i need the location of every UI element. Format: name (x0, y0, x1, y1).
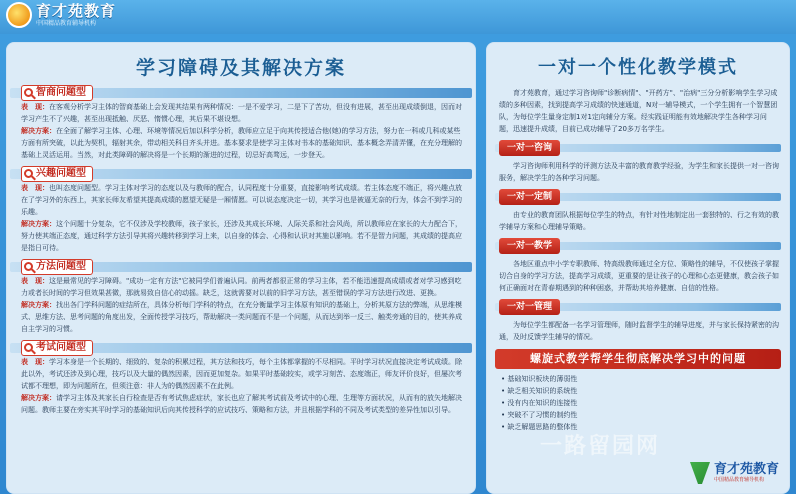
paragraph-label: 解决方案： (21, 220, 56, 228)
brand-logo[interactable] (6, 2, 116, 28)
paragraph-label: 解决方案： (21, 394, 56, 402)
top-banner (0, 0, 796, 34)
magnifier-icon (24, 262, 33, 271)
learning-obstacles-panel (6, 42, 476, 494)
magnifier-icon (24, 169, 33, 178)
brand-subtitle: 中国精品教育辅导机构 (36, 19, 97, 27)
section-tag: 一对一管理 (499, 299, 560, 315)
section-interest (7, 166, 475, 254)
section-tag-label: 智商问题型 (36, 87, 86, 98)
watermark: 一路留园网 (540, 434, 661, 459)
paragraph-label: 表 现： (21, 277, 49, 285)
section-tag (21, 340, 93, 356)
section-header (7, 85, 475, 101)
section-header (7, 166, 475, 182)
section-tag: 一对一教学 (499, 238, 560, 254)
section-paragraph (7, 392, 475, 416)
section-paragraph (7, 125, 475, 161)
paragraph-text: 请学习主体及其家长自行检查是否有考试焦虑症状，家长也应了解其考试前及考试中的心理、生理等方面状况，从而有的放矢地解决问题。教师主要在旁实其平时学习的基础知识后向其传授科学的应试技巧、策略和方法，并且根据学科的不同及考试类型的差异性加以引导。 (21, 394, 462, 414)
section-tag: 一对一定制 (499, 189, 560, 205)
section-method (7, 259, 475, 335)
magnifier-icon (24, 88, 33, 97)
section-header (7, 340, 475, 356)
paragraph-label: 表 现： (21, 103, 49, 111)
section-paragraph: 各地区重点中小学专职教师、特高级教师通过全方位、策略性的辅导，不仅使孩子掌握切合自身的学习方法，提高学习成绩，更重要的是让孩子的心理和心态更健康，教会孩子如何正确面对在青春期遇到的种种困惑，并帮助其培养健康、自信的性格。 (499, 260, 779, 292)
section-tag (21, 85, 93, 101)
magnifier-icon (24, 343, 33, 352)
logo-icon (6, 2, 32, 28)
paragraph-text: 这是最常见的学习障碍。"成功一定有方法"它被同学们普遍认同。前两者都很正常的学习主体，若不能迅速提高成绩或者对学习感到吃力或者长时间的学习但效果甚微，那就易致自信心的动摇。缺乏，这就需要对以前的旧学习方法，甚至错误的学习方法进行改进、更换。 (21, 277, 462, 297)
list-item: • 突破不了习惯的制约性 (501, 411, 578, 419)
problem-list (487, 373, 789, 433)
corner-logo-name: 育才苑教育 (714, 462, 780, 477)
paragraph-text: 在全面了解学习主体、心理、环境等情况后加以科学分析，教师应立足于向其传授适合他(她)的学习方法，努力在一科或几科或某些方面有所突破，以此为契机，辐射其余，带动相关科目齐头并进。基本要求是使学习主体对书本的基础知识、基本概念弄清弄懂，在充分理解的基础上灵活运用。当然，对此类障碍的解决将是一个长期的渐进的过程，切忌好高骛远，一步登天。 (21, 127, 462, 159)
section-paragraph (7, 218, 475, 254)
section-paragraph: 为每位学生都配备一名学习管理师，随时监督学生的辅导进度，并与家长保持紧密的沟通，及时反馈学生辅导的情况。 (499, 321, 779, 341)
paragraph-text: 学习本身是一个长期的、细致的、复杂的积累过程，其方法和技巧，每个主体都掌握的不尽相同。平时学习状况直接决定考试成绩。除此以外，考试还涉及到心理，技巧以及大量的偶然因素，因而更加复杂。如果平时基础较实，或学习刻苦、态度端正，师友评价良好，但屡次考试都不理想，即为问题所在，但须注意：非人为的偶然因素不在此例。 (21, 358, 462, 390)
paragraph-text: 在客观分析学习主体的智商基础上会发现其结果有两种情况：一是不爱学习，二是下了苦功，但没有进展，甚至出现成绩倒退，因而对学习产生不了兴趣，甚至出现抵触、厌恶、惰惯心理，其后果不堪设想。 (21, 103, 462, 123)
section-paragraph (7, 182, 475, 218)
section-tag (21, 166, 93, 182)
section-paragraph: 学习咨询师利用科学的评测方法及丰富的教育教学经验，为学生和家长提供一对一咨询服务，解决学生的各种学习问题。 (499, 162, 779, 182)
paragraph-label: 表 现： (21, 358, 49, 366)
section-header (487, 238, 789, 254)
section-header (487, 140, 789, 156)
left-panel-title: 学习障碍及其解决方案 (135, 57, 346, 79)
section-tag-label: 方法问题型 (36, 261, 86, 272)
list-item: • 没有内在知识的连接性 (501, 399, 578, 407)
paragraph-label: 解决方案： (21, 127, 56, 135)
corner-logo[interactable] (690, 456, 790, 490)
paragraph-text: 这个问题十分复杂，它不仅涉及学校教师，孩子家长，还涉及其成长环境、人际关系和社会风尚，所以教师应在家长的大力配合下，努力使其端正态度，通过科学方法引导其将兴趣转移到学习上来，以自身的体会、心得和认识对其施以影响。若不是智力问题，其成绩的提高应是指日可待。 (21, 220, 462, 252)
section-tag-label: 考试问题型 (36, 342, 86, 353)
list-item: • 缺乏相关知识的系统性 (501, 387, 578, 395)
logo-icon (690, 462, 710, 484)
brand-name: 育才苑教育 (36, 1, 117, 20)
section-paragraph (7, 299, 475, 335)
spiral-teaching-banner: 螺旋式教学帮学生彻底解决学习中的问题 (495, 349, 781, 369)
section-header (487, 189, 789, 205)
section-iq (7, 85, 475, 161)
section-header (7, 259, 475, 275)
section-header (487, 299, 789, 315)
paragraph-text: 找出各门学科问题的症结所在，具体分析每门学科的特点，在充分衡量学习主体原有知识的基础上，分析其原方法的弊端，从思维模式、思维方法、思考问题的角度出发，全面传授学习技巧，帮助解决一类问题而不是一个问题，从而达到举一反三、触类旁通的目的，使其养成自主学习的习惯。 (21, 301, 462, 333)
intro-paragraph: 育才苑教育，通过学习咨询师"诊断病情"、"开药方"、"治病"三分分析影响学生学习成绩的多种因素，找到提高学习成绩的快速通道，N对一辅导模式，一个学生拥有一个智慧团队，为每位学生量身定制1对1定向辅分方案。经实践证明能有效地解决学生各种学习问题，迅速提升成绩，目前已成功辅导了20多万名学生。 (499, 89, 778, 133)
teaching-mode-panel (486, 42, 790, 494)
list-item: • 缺乏解题思路的整体性 (501, 423, 578, 431)
section-exam (7, 340, 475, 416)
paragraph-label: 表 现： (21, 184, 49, 192)
section-paragraph (7, 275, 475, 299)
section-tag (21, 259, 93, 275)
corner-logo-subtitle: 中国精品教育辅导机构 (714, 477, 765, 483)
section-tag: 一对一咨询 (499, 140, 560, 156)
section-paragraph (7, 101, 475, 125)
section-paragraph: 由专业的教育团队根据每位学生的特点，有针对性地制定出一套独特的、行之有效的教学辅导方案和心理辅导策略。 (499, 211, 779, 231)
paragraph-label: 解决方案： (21, 301, 56, 309)
paragraph-text: 也叫态度问题型。学习主体对学习的态度以及与教师的配合，认同程度十分重要，直接影响考试成绩。若主体态度不端正，将兴趣点放在了学习外的东西上，其家长师友希望其提高成绩的愿望无疑是一厢情愿。可以说态度决定一切，其学习也是被逼无奈的行为，体会不到学习的乐趣。 (21, 184, 462, 216)
section-paragraph (7, 356, 475, 392)
section-tag-label: 兴趣问题型 (36, 168, 86, 179)
right-panel-title: 一对一个性化教学模式 (538, 57, 738, 78)
list-item: • 基础知识板块的薄弱性 (501, 375, 578, 383)
